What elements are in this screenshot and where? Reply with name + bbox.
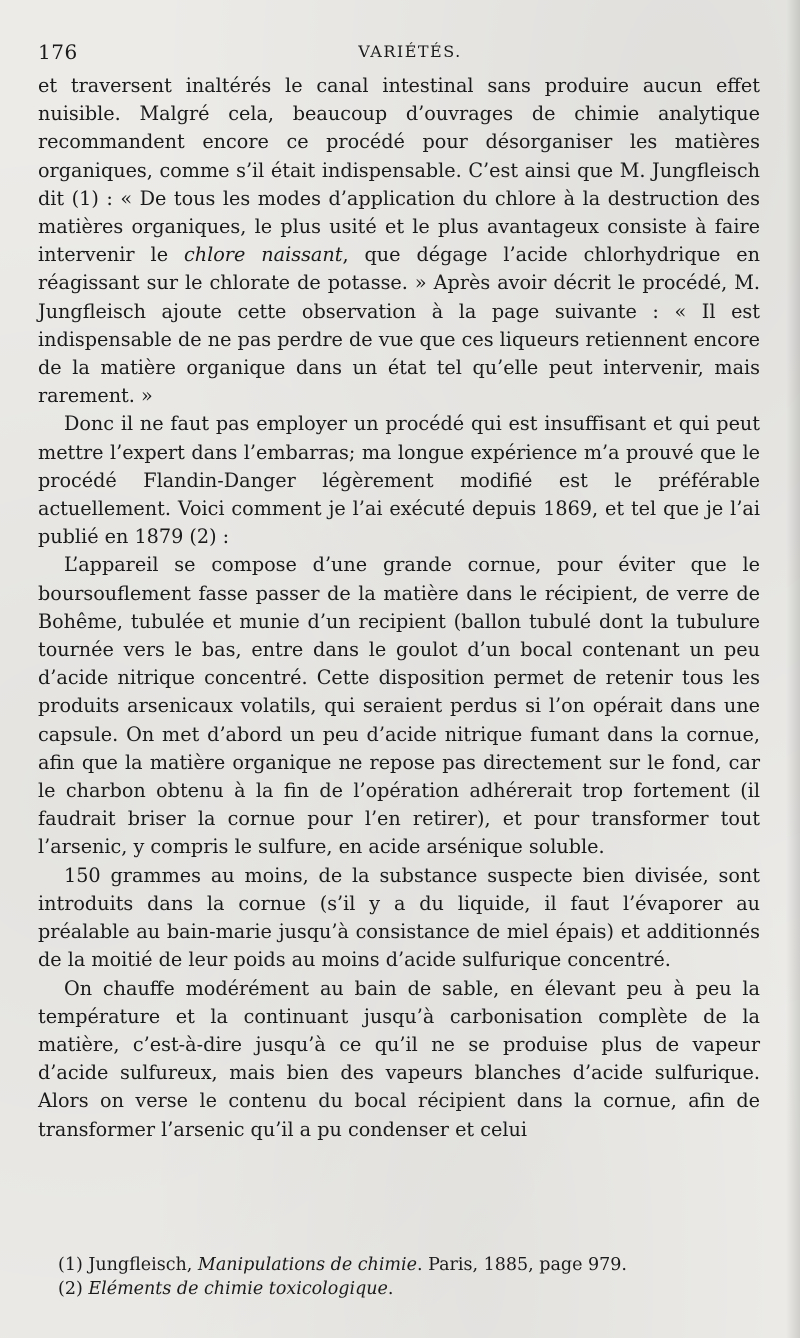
text-run: On chauffe modérément au bain de sable, en élevant peu à peu la température et la continuant jusqu’à carbonisation complète de la matière, c’est-à-dire jusqu’à ce qu’il ne se produise plus de vapeur d’acide sulfureux, mais bien des vapeurs blanches d’acide sulfurique. Alors on verse le contenu du bocal récipient dans la cornue, afin de transformer l’arsenic qu’il a pu condenser et celui (38, 976, 760, 1141)
body-text (38, 72, 760, 1144)
text-run: (2) (58, 1279, 89, 1299)
italic-text-run: Eléments de chimie toxicologique (88, 1279, 388, 1299)
page-number: 176 (38, 40, 78, 64)
paragraph (38, 551, 760, 861)
running-title: VARIÉTÉS. (358, 42, 462, 61)
text-run: et traversent inaltérés le canal intestinal sans produire aucun effet nuisible. Malgré cela, beaucoup d’ouvrages de chimie analytique recommandent encore ce procédé pour désorganiser les matières organiques, comme s’il était indispensable. C’est ainsi que M. Jungfleisch dit (1) : « De tous les modes d’application du chlore à la destruction des matières organiques, le plus usité et le plus avantageux consiste à faire intervenir le (38, 74, 760, 267)
text-run: (1) Jungfleisch, (58, 1255, 198, 1275)
page-header (38, 40, 762, 66)
text-run: , que dégage l’acide chlorhydrique en réagissant sur le chlorate de potasse. » Après avoir décrit le procédé, M. Jungfleisch ajoute cette observation à la page suivante : « Il est indispensable de ne pas perdre de vue que ces liqueurs retiennent encore de la matière organique dans un état tel qu’elle peut intervenir, mais rarement. » (38, 243, 760, 408)
paragraph (38, 410, 760, 551)
italic-text-run: Manipulations de chimie (197, 1255, 417, 1275)
text-run: L’appareil se compose d’une grande cornue, pour éviter que le boursouflement fasse passer de la matière dans le récipient, de verre de Bohême, tubulée et munie d’un recipient (ballon tubulé dont la tubulure tournée vers le bas, entre dans le goulot d’un bocal contenant un peu d’acide nitrique concentré. Cette disposition permet de retenir tous les produits arsenicaux volatils, qui seraient perdus si l’on opérait dans une capsule. On met d’abord un peu d’acide nitrique fumant dans la cornue, afin que la matière organique ne repose pas directement sur le fond, car le charbon obtenu à la fin de l’opération adhérerait trop fortement (il faudrait briser la cornue pour l’en retirer), et pour transformer tout l’arsenic, y compris le sulfure, en acide arsénique soluble. (38, 553, 760, 859)
text-run: . Paris, 1885, page 979. (416, 1255, 627, 1275)
text-run: 150 grammes au moins, de la substance suspecte bien divisée, sont introduits dans la cornue (s’il y a du liquide, il faut l’évaporer au préalable au bain-marie jusqu’à consistance de miel épais) et additionnés de la moitié de leur poids au moins d’acide sulfurique concentré. (38, 863, 760, 972)
paragraph (38, 975, 760, 1144)
text-run: . (387, 1279, 394, 1299)
page-edge-shadow (786, 0, 800, 1338)
paragraph (38, 862, 760, 975)
italic-text-run: chlore naissant (184, 243, 343, 267)
footnote (58, 1277, 758, 1301)
footnotes (58, 1253, 758, 1301)
footnote (58, 1253, 758, 1277)
paragraph (38, 72, 760, 410)
text-run: Donc il ne faut pas employer un procédé qui est insuffisant et qui peut mettre l’expert dans l’embarras; ma longue expérience m’a prouvé que le procédé Flandin-Danger légèrement modifié est le préférable actuellement. Voici comment je l’ai exécuté depuis 1869, et tel que je l’ai publié en 1879 (2) : (38, 412, 760, 549)
